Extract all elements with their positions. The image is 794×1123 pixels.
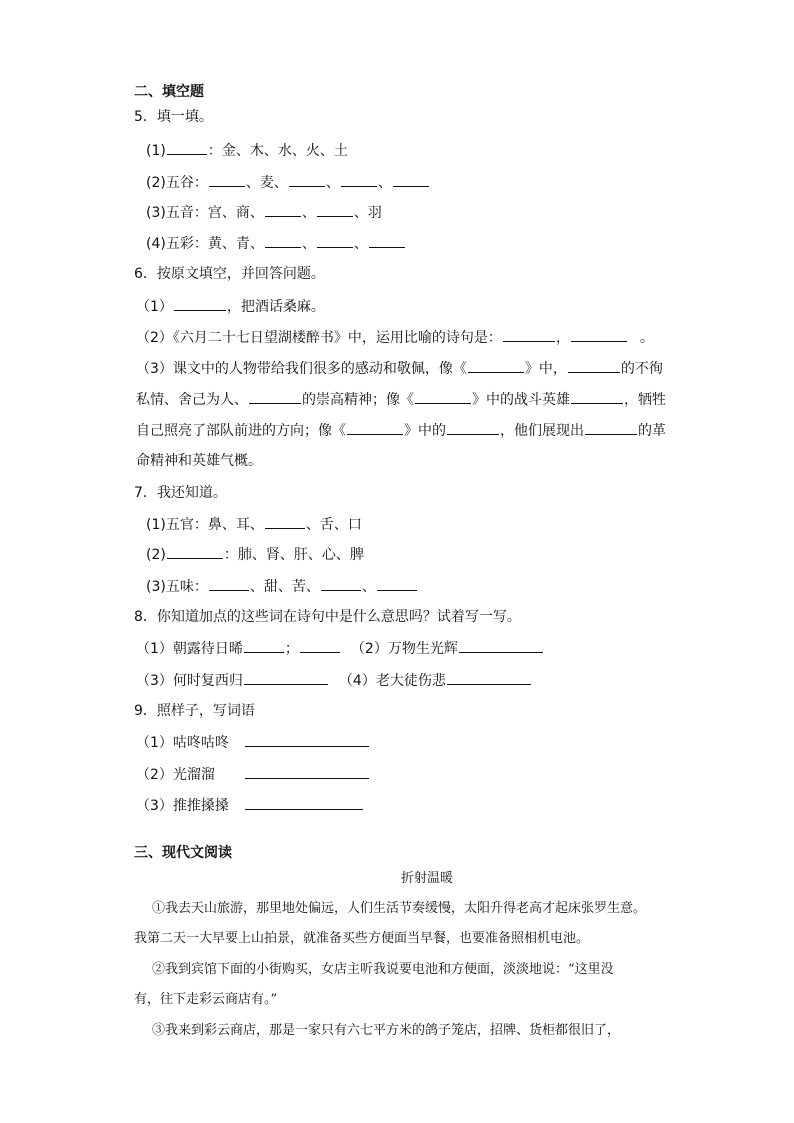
section-heading-fill-blank: 二、填空题 [134,84,204,100]
question-8-row-1 [136,638,544,659]
separator: ； [284,641,299,657]
item-text: ，他们展现出 [500,423,584,439]
item-text: （3）何时复西归 [136,673,243,689]
answer-blank[interactable] [393,172,429,187]
item-prefix: (2)五谷： [146,175,208,191]
question-6-item-2 [136,327,654,348]
question-9-item-3 [136,795,364,816]
question-7-item-1 [146,514,362,535]
item-text: 》中， [524,361,567,377]
separator: 、 [361,579,376,595]
answer-blank[interactable] [209,172,245,187]
item-text: 、甜、苦、 [249,579,320,595]
answer-blank[interactable] [447,670,531,685]
separator: 、 [325,175,340,191]
item-text: 》中的战斗英雄 [472,392,570,408]
answer-blank[interactable] [265,202,301,217]
answer-blank[interactable] [244,670,328,685]
question-6-item-3-line-4: 命精神和英雄气概。 [136,453,262,469]
item-prefix: （1） [136,299,173,315]
item-text: 、羽 [353,205,382,221]
item-text: 》中的 [404,423,446,439]
answer-blank[interactable] [317,233,353,248]
item-prefix: (1) [146,143,166,159]
question-6-stem: 6．按原文填空，并回答问题。 [134,266,325,282]
item-prefix: (2) [146,547,166,563]
question-5-item-1 [146,140,348,161]
answer-blank[interactable] [167,544,223,559]
item-text: （1）咕咚咕咚 [136,735,229,751]
question-9-item-2 [136,764,370,785]
item-text: （3）课文中的人物带给我们很多的感动和敬佩，像《 [136,361,467,377]
separator: 、 [377,175,392,191]
question-7-item-3 [146,576,418,597]
item-text: 的不徇 [620,361,663,377]
answer-blank[interactable] [300,638,340,653]
answer-blank[interactable] [245,764,369,779]
answer-blank[interactable] [321,576,361,591]
answer-blank[interactable] [369,233,405,248]
item-text: 的崇高精神；像《 [302,392,414,408]
item-text: （2）《六月二十七日望湖楼醉书》中，运用比喻的诗句是： [136,330,502,346]
answer-blank[interactable] [585,420,637,435]
answer-blank[interactable] [265,514,305,529]
answer-blank[interactable] [289,172,325,187]
answer-blank[interactable] [317,202,353,217]
question-7-stem: 7．我还知道。 [134,485,227,501]
answer-blank[interactable] [245,732,369,747]
article-paragraph-2-line-1: ②我到宾馆下面的小街购买，女店主听我说要电池和方便面，淡淡地说：“这里没 [152,962,614,977]
item-text: ，把酒话桑麻。 [226,299,325,315]
answer-blank[interactable] [568,358,620,373]
item-text: （3）推推搡搡 [136,798,229,814]
answer-blank[interactable] [341,172,377,187]
section-heading-reading: 三、现代文阅读 [134,845,232,861]
question-7-item-2 [146,544,364,565]
item-text: 的革 [638,423,666,439]
answer-blank[interactable] [503,327,555,342]
item-prefix: (3)五味： [146,579,208,595]
separator: 、 [353,236,368,252]
answer-blank[interactable] [209,576,249,591]
article-title: 折射温暖 [400,871,453,886]
answer-blank[interactable] [571,389,623,404]
question-8-row-2 [136,670,532,691]
answer-blank[interactable] [347,420,403,435]
question-9-item-1 [136,732,370,753]
answer-blank[interactable] [167,140,207,155]
question-6-item-1 [136,296,325,317]
item-text: （1）朝露待日晞 [136,641,243,657]
item-text: （2）万物生光辉 [350,641,458,657]
answer-blank[interactable] [244,638,284,653]
item-text: （2）光溜溜 [136,767,215,783]
article-paragraph-2-line-2: 有，往下走彩云商店有。” [134,992,278,1007]
item-prefix: (4)五彩：黄、青、 [146,236,264,252]
item-end: 。 [639,330,654,346]
item-text: 、麦、 [245,175,288,191]
item-text: （4）老大徒伤悲 [338,673,446,689]
item-text: 、舌、口 [305,517,362,533]
answer-blank[interactable] [415,389,471,404]
answer-blank[interactable] [459,638,543,653]
article-paragraph-3-line-1: ③我来到彩云商店，那是一家只有六七平方米的鸽子笼店，招牌、货柜都很旧了， [152,1023,621,1038]
answer-blank[interactable] [249,389,301,404]
question-5-item-2 [146,172,430,193]
answer-blank[interactable] [245,795,363,810]
answer-blank[interactable] [571,327,627,342]
answer-blank[interactable] [468,358,524,373]
item-text: ，牺牲 [624,392,666,408]
item-prefix: (1)五官：鼻、耳、 [146,517,264,533]
item-text: ：肺、肾、肝、心、脾 [223,547,364,563]
question-6-item-3-line-2 [136,389,666,410]
item-text: 私情、舍己为人、 [136,392,248,408]
answer-blank[interactable] [265,233,301,248]
item-prefix: (3)五音：宫、商、 [146,205,264,221]
question-8-stem: 8．你知道加点的这些词在诗句中是什么意思吗？试着写一写。 [134,609,521,625]
article-paragraph-1-line-2: 我第二天一大早要上山拍景，就准备买些方便面当早餐，也要准备照相机电池。 [134,931,590,946]
article-paragraph-1-line-1: ①我去天山旅游，那里地处偏远，人们生活节奏缓慢，太阳升得老高才起床张罗生意。 [152,901,647,916]
answer-blank[interactable] [377,576,417,591]
answer-blank[interactable] [447,420,499,435]
separator: ， [555,330,570,346]
answer-blank[interactable] [174,296,226,311]
separator: 、 [301,236,316,252]
question-9-stem: 9．照样子，写词语 [134,703,255,719]
question-6-item-3-line-3 [136,420,666,441]
item-text: ：金、木、水、火、土 [207,143,348,159]
item-text: 自己照亮了部队前进的方向；像《 [136,423,346,439]
separator: 、 [301,205,316,221]
question-5-stem: 5．填一填。 [134,109,213,125]
question-6-item-3-line-1 [136,358,663,379]
question-5-item-3 [146,202,382,223]
question-5-item-4 [146,233,406,254]
